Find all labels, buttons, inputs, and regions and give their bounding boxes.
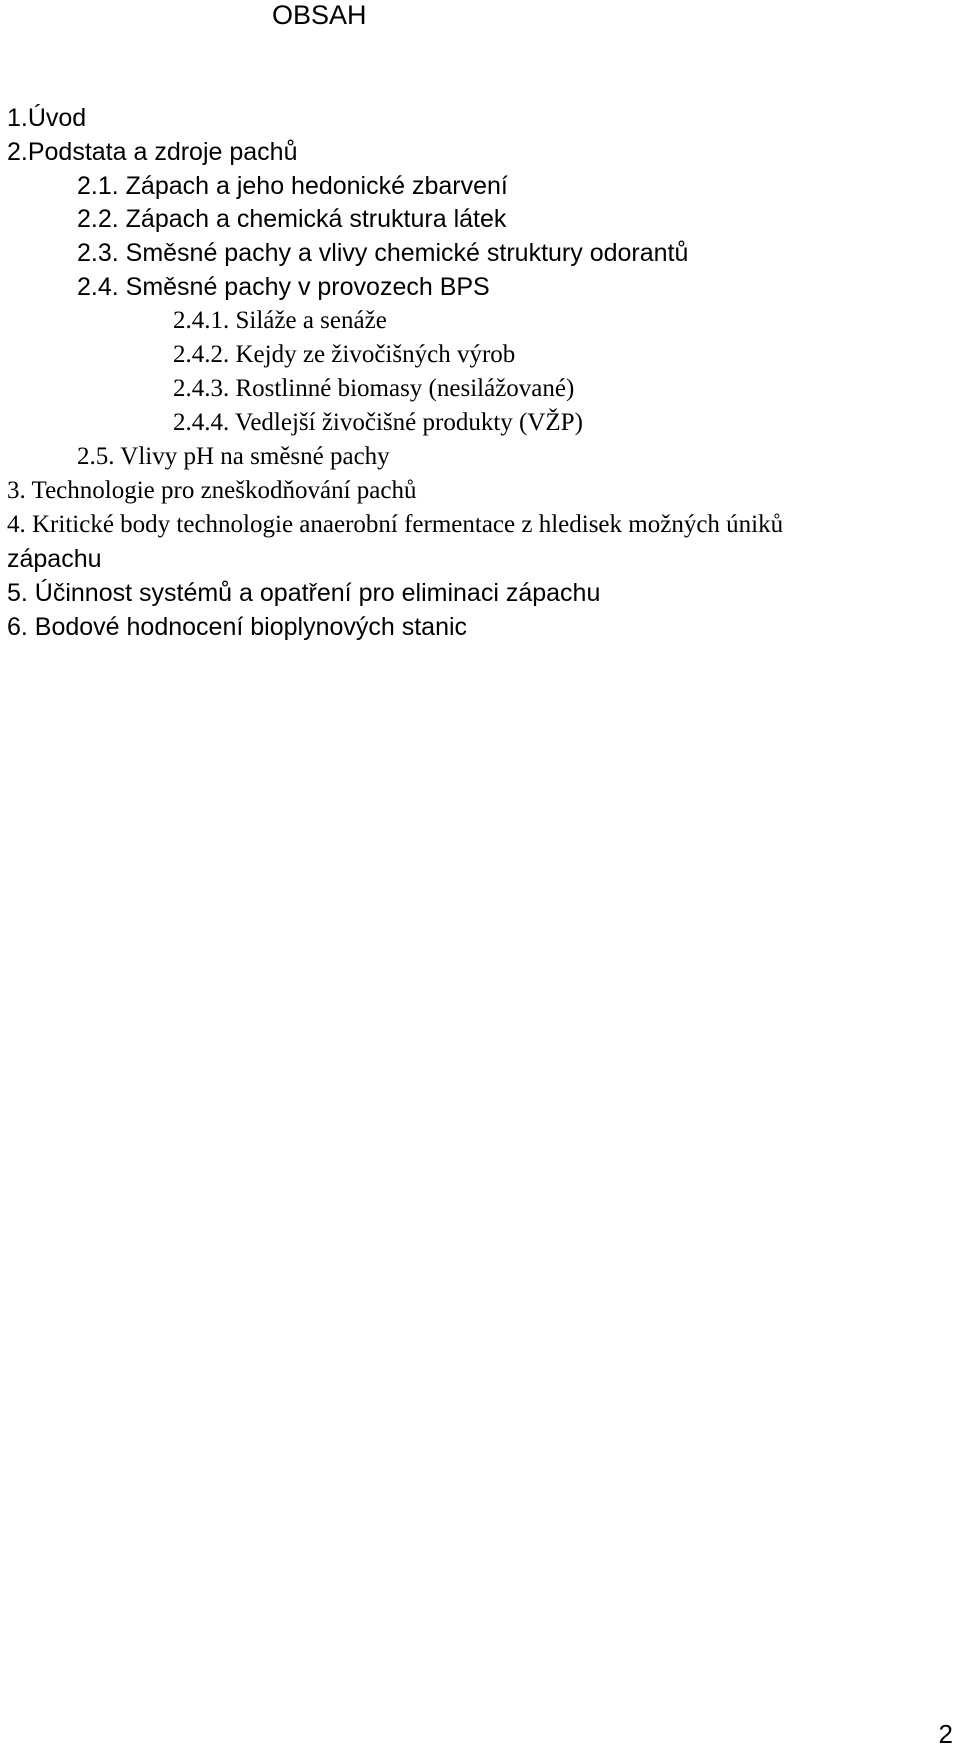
- toc-item-5: 5. Účinnost systémů a opatření pro eliminaci zápachu: [7, 579, 601, 607]
- toc-item-2-4-4: 2.4.4. Vedlejší živočišné produkty (VŽP): [173, 409, 583, 436]
- toc-item-2-3: 2.3. Směsné pachy a vlivy chemické struktury odorantů: [77, 239, 689, 267]
- toc-item-2-4-3: 2.4.3. Rostlinné biomasy (nesilážované): [173, 375, 575, 402]
- toc-item-2-1: 2.1. Zápach a jeho hedonické zbarvení: [77, 172, 508, 200]
- toc-item-2: 2.Podstata a zdroje pachů: [7, 138, 298, 166]
- page-title: OBSAH: [272, 0, 367, 30]
- toc-item-6: 6. Bodové hodnocení bioplynových stanic: [7, 613, 468, 641]
- toc-item-4: 4. Kritické body technologie anaerobní fermentace z hledisek možných úniků: [7, 511, 784, 538]
- toc-item-2-4-1: 2.4.1. Siláže a senáže: [173, 307, 387, 334]
- toc-item-2-5: 2.5. Vlivy pH na směsné pachy: [77, 443, 390, 470]
- toc-item-2-2: 2.2. Zápach a chemická struktura látek: [77, 205, 507, 233]
- page-number: 2: [938, 1719, 953, 1749]
- toc-item-4-cont: zápachu: [7, 545, 102, 573]
- toc-item-2-4: 2.4. Směsné pachy v provozech BPS: [77, 273, 490, 301]
- toc-item-1: 1.Úvod: [7, 104, 87, 132]
- toc-item-3: 3. Technologie pro zneškodňování pachů: [7, 477, 417, 504]
- toc-item-2-4-2: 2.4.2. Kejdy ze živočišných výrob: [173, 341, 516, 368]
